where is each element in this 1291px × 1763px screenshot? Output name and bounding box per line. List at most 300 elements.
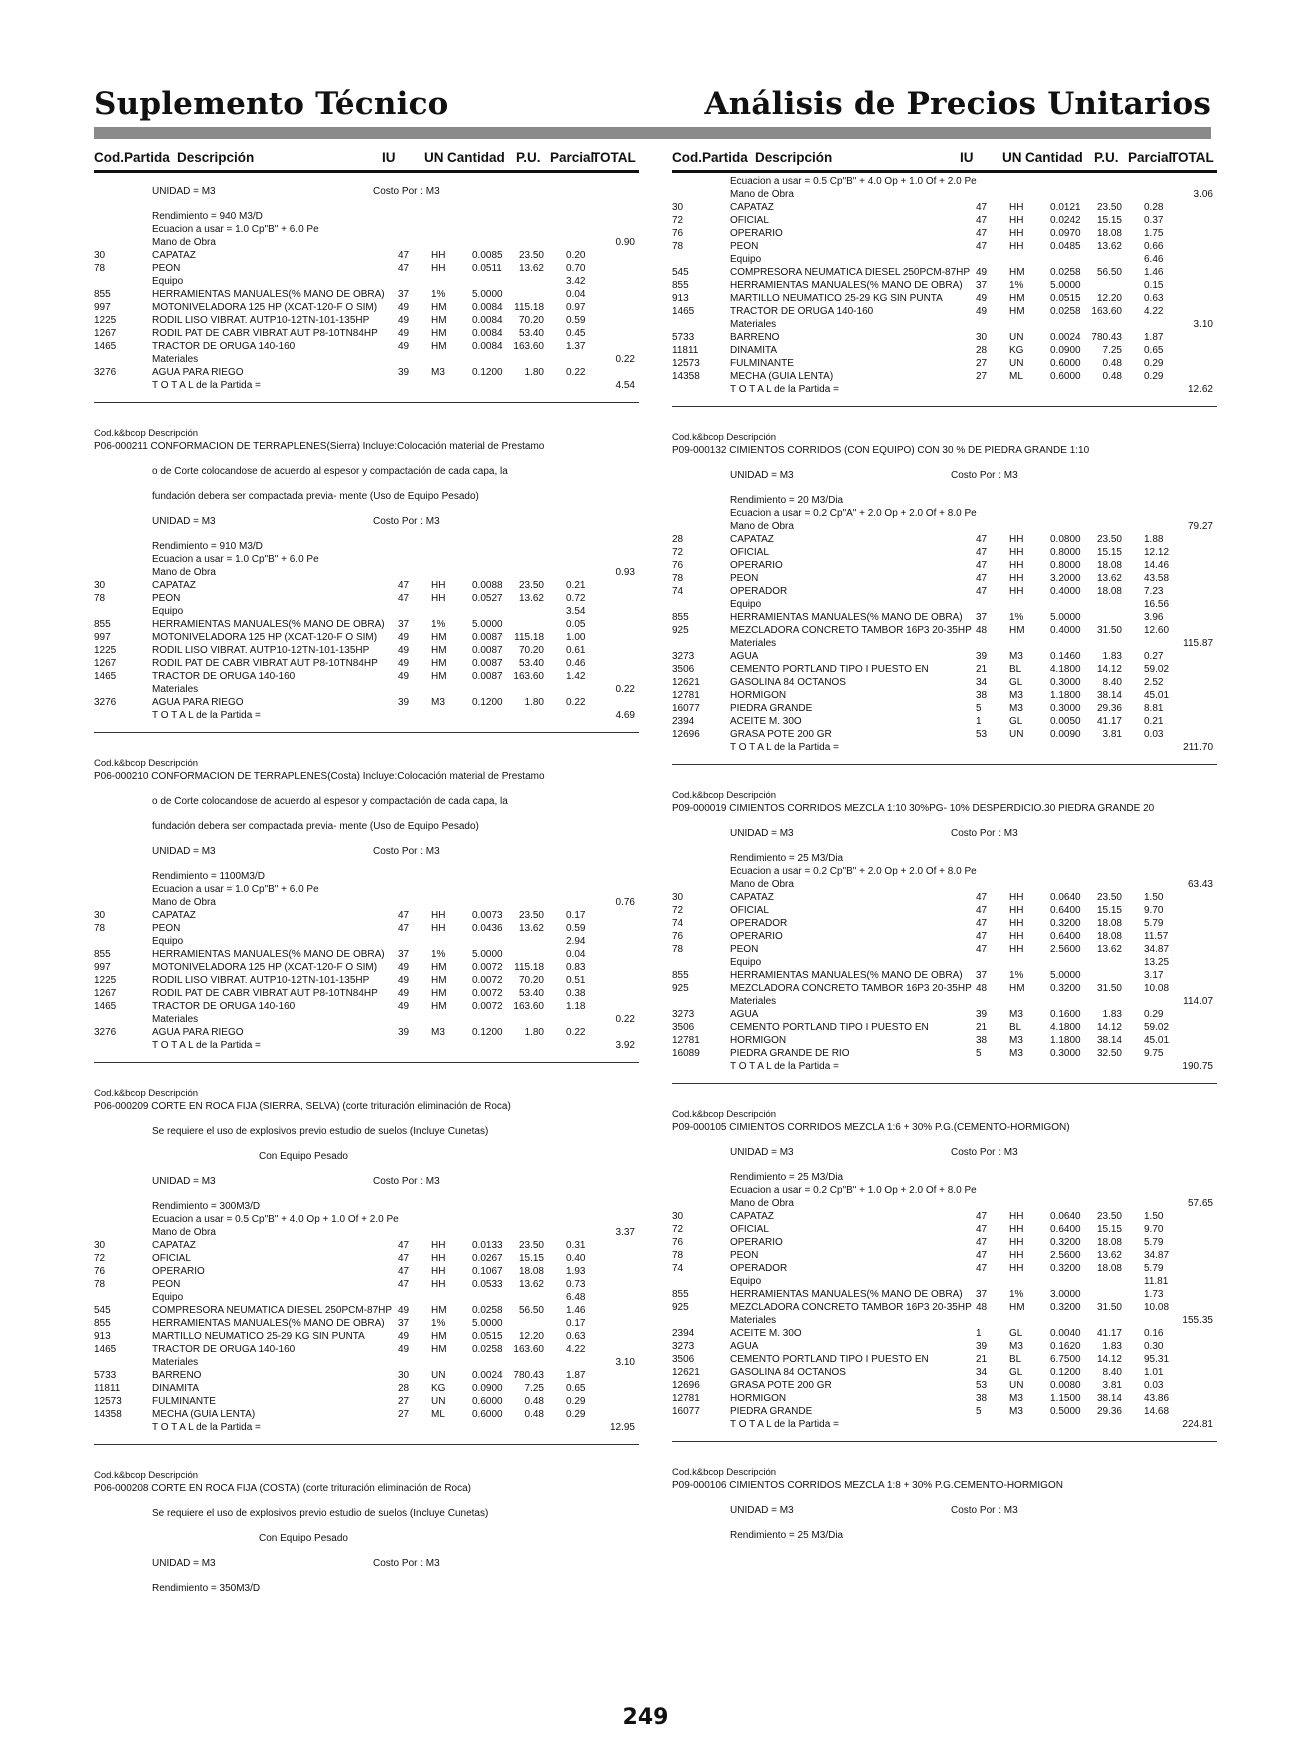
item-unit: HH [431,250,446,261]
ecuacion-text: Ecuacion a usar = 0.5 Cp"B" + 4.0 Op + 1.0 Of + 2.0 Pe [152,1214,399,1225]
block-note: fundación debera ser compactada previa- mente (Uso de Equipo Pesado) [152,821,479,832]
block-header-labels: Cod.k&bcop Descripción [672,790,777,801]
item-description: BARRENO [730,332,780,343]
item-iu: 47 [976,241,988,252]
item-unit-price: 0.48 [524,1409,544,1420]
item-description: TRACTOR DE ORUGA 140-160 [152,1344,296,1355]
item-partial: 95.31 [1144,1354,1170,1365]
item-partial: 0.29 [1144,371,1164,382]
item-code: 78 [94,923,106,934]
item-quantity: 0.6000 [1050,371,1081,382]
col-iu-header: IU [960,150,974,165]
item-partial: 0.59 [566,315,586,326]
item-partial: 9.70 [1144,905,1164,916]
table-row [94,1278,639,1291]
item-partial: 3.17 [1144,970,1164,981]
item-quantity: 0.1200 [472,367,503,378]
table-row [672,1405,1217,1418]
table-row [94,961,639,974]
table-row [94,1039,639,1052]
table-row [672,995,1217,1008]
item-quantity: 0.1200 [1050,1367,1081,1378]
item-code: 545 [672,267,689,278]
item-quantity: 0.0121 [1050,202,1081,213]
item-quantity: 0.6400 [1050,931,1081,942]
item-description: Equipo [152,606,184,617]
item-unit-price: 13.62 [1096,241,1122,252]
costo-text: Costo Por : M3 [951,828,1018,839]
item-code: 3273 [672,1341,695,1352]
table-row [672,1418,1217,1431]
item-iu: 37 [976,280,988,291]
item-iu: 47 [976,892,988,903]
item-partial: 1.42 [566,671,586,682]
item-description: AGUA PARA RIEGO [152,367,244,378]
table-row [672,1314,1217,1327]
item-quantity: 0.0090 [1050,729,1081,740]
unidad-text: UNIDAD = M3 [730,828,794,839]
block-header-labels: Cod.k&bcop Descripción [94,758,199,769]
item-quantity: 1.1500 [1050,1393,1081,1404]
item-unit-price: 15.15 [1096,547,1122,558]
item-total: 155.35 [1182,1315,1213,1326]
item-description: DINAMITA [730,345,778,356]
item-quantity: 0.0511 [472,263,502,274]
table-row [672,1340,1217,1353]
item-quantity: 0.0087 [472,645,503,656]
item-unit: HH [1009,1211,1024,1222]
item-code: 12781 [672,1035,700,1046]
block-header-labels: Cod.k&bcop Descripción [94,428,199,439]
item-iu: 5 [976,1406,982,1417]
item-code: 3276 [94,367,117,378]
item-code: 78 [94,593,106,604]
block-title: P09-000106 CIMIENTOS CORRIDOS MEZCLA 1:8 + 30% P.G.CEMENTO-HORMIGON [672,1480,1063,1491]
item-iu: 39 [398,367,410,378]
item-unit-price: 23.50 [518,910,544,921]
item-iu: 47 [976,202,988,213]
item-partial: 0.04 [566,289,586,300]
item-unit-price: 15.15 [1096,215,1122,226]
item-code: 5733 [672,332,695,343]
item-unit-price: 1.80 [524,1027,544,1038]
item-unit-price: 15.15 [1096,905,1122,916]
item-unit-price: 18.08 [1096,560,1122,571]
rendimiento-text: Rendimiento = 25 M3/Dia [730,853,844,864]
table-row [94,644,639,657]
item-iu: 5 [976,703,982,714]
block-note: Se requiere el uso de explosivos previo estudio de suelos (Incluye Cunetas) [152,1126,489,1137]
table-row [94,314,639,327]
item-iu: 39 [976,1009,988,1020]
item-partial: 14.46 [1144,560,1170,571]
item-code: 76 [672,560,684,571]
item-code: 76 [94,1266,106,1277]
block-title: P09-000019 CIMIENTOS CORRIDOS MEZCLA 1:10 30%PG- 10% DESPERDICIO.30 PIEDRA GRANDE 20 [672,803,1155,814]
table-row [672,585,1217,598]
item-iu: 47 [976,1250,988,1261]
item-unit: HH [431,1266,446,1277]
table-row [672,728,1217,741]
costo-text: Costo Por : M3 [373,186,440,197]
table-row [672,344,1217,357]
table-row [672,266,1217,279]
block-note: Con Equipo Pesado [259,1533,348,1544]
item-iu: 37 [398,1318,410,1329]
table-row [94,566,639,579]
apu-block [672,175,1217,407]
item-unit: GL [1009,1367,1023,1378]
item-unit: UN [1009,358,1024,369]
unidad-text: UNIDAD = M3 [152,516,216,527]
item-code: 78 [94,1279,106,1290]
col-pu-header: P.U. [1094,150,1119,165]
item-partial: 3.54 [566,606,586,617]
item-description: CAPATAZ [152,250,196,261]
table-row [672,650,1217,663]
item-total: 114.07 [1183,996,1213,1007]
item-code: 1225 [94,315,117,326]
item-quantity: 0.0072 [472,975,503,986]
item-iu: 21 [976,1354,988,1365]
item-iu: 47 [976,547,988,558]
table-row [94,249,639,262]
item-unit-price: 13.62 [518,263,544,274]
item-description: MECHA (GUIA LENTA) [730,371,834,382]
table-row [94,1369,639,1382]
item-partial: 59.02 [1144,1022,1170,1033]
item-description: Mano de Obra [152,237,216,248]
item-quantity: 0.1460 [1050,651,1081,662]
item-description: RODIL LISO VIBRAT. AUTP10-12TN-101-135HP [152,645,370,656]
table-row [672,702,1217,715]
item-unit: HM [431,658,447,669]
item-code: 1465 [94,671,117,682]
item-iu: 47 [976,1263,988,1274]
block-title: P06-000211 CONFORMACION DE TERRAPLENES(Sierra) Incluye:Colocación material de Prestamo [94,441,545,452]
item-partial: 3.96 [1144,612,1164,623]
item-partial: 8.81 [1144,703,1164,714]
table-row [94,1252,639,1265]
table-row [672,1249,1217,1262]
table-row [672,676,1217,689]
item-partial: 1.01 [1144,1367,1164,1378]
item-unit-price: 7.25 [524,1383,544,1394]
item-description: MEZCLADORA CONCRETO TAMBOR 16P3 20-35HP [730,1302,972,1313]
item-unit-price: 70.20 [518,645,544,656]
item-description: Materiales [730,319,777,330]
item-partial: 34.87 [1144,1250,1170,1261]
item-quantity: 0.3000 [1050,1048,1081,1059]
item-iu: 5 [976,1048,982,1059]
item-partial: 0.03 [1144,1380,1164,1391]
item-partial: 0.65 [1144,345,1164,356]
item-iu: 47 [976,1237,988,1248]
item-description: Materiales [152,1014,199,1025]
item-unit: M3 [1009,1341,1023,1352]
item-quantity: 0.6000 [472,1396,503,1407]
item-unit-price: 13.62 [518,923,544,934]
item-unit-price: 7.25 [1102,345,1122,356]
item-quantity: 0.0040 [1050,1328,1081,1339]
item-description: T O T A L de la Partida = [730,742,839,753]
item-code: 12621 [672,677,700,688]
item-code: 74 [672,586,684,597]
item-description: MOTONIVELADORA 125 HP (XCAT-120-F O SIM) [152,962,378,973]
table-row [94,1013,639,1026]
item-code: 855 [672,280,689,291]
item-quantity: 0.0084 [472,341,503,352]
table-row [94,935,639,948]
item-unit-price: 14.12 [1096,1354,1122,1365]
item-unit: UN [1009,729,1024,740]
item-total: 4.54 [615,380,635,391]
item-partial: 0.15 [1144,280,1164,291]
column-header-right [672,146,1217,173]
item-iu: 38 [976,1393,988,1404]
item-quantity: 0.6400 [1050,905,1081,916]
item-partial: 2.94 [566,936,586,947]
item-code: 16089 [672,1048,700,1059]
item-quantity: 3.2000 [1050,573,1081,584]
col-parcial-header: Parcial [1128,150,1173,165]
item-total: 79.27 [1187,521,1213,532]
item-description: MEZCLADORA CONCRETO TAMBOR 16P3 20-35HP [730,983,972,994]
table-row [672,1034,1217,1047]
item-quantity: 0.0084 [472,302,503,313]
item-iu: 49 [398,988,410,999]
item-iu: 53 [976,729,988,740]
item-unit: M3 [431,367,445,378]
item-unit-price: 23.50 [518,580,544,591]
item-description: T O T A L de la Partida = [152,380,261,391]
item-total: 12.62 [1187,384,1213,395]
table-row [94,922,639,935]
item-description: FULMINANTE [152,1396,216,1407]
item-unit-price: 38.14 [1096,1035,1122,1046]
item-partial: 10.08 [1144,1302,1170,1313]
apu-block [672,1466,1217,1542]
item-partial: 0.63 [566,1331,586,1342]
item-total: 211.70 [1183,742,1213,753]
table-row [94,1239,639,1252]
table-row [94,236,639,249]
table-row [672,1060,1217,1073]
table-row [672,930,1217,943]
item-iu: 27 [976,358,988,369]
item-description: COMPRESORA NEUMATICA DIESEL 250PCM-87HP [730,267,971,278]
item-code: 78 [94,263,106,274]
item-description: Equipo [730,254,762,265]
item-iu: 1 [976,716,982,727]
item-description: HERRAMIENTAS MANUALES(% MANO DE OBRA) [152,1318,385,1329]
item-quantity: 5.0000 [472,1318,503,1329]
item-code: 76 [672,931,684,942]
item-description: GRASA POTE 200 GR [730,1380,832,1391]
item-quantity: 2.5600 [1050,1250,1081,1261]
item-partial: 1.46 [1144,267,1164,278]
item-unit: HM [431,302,447,313]
item-unit: HH [1009,547,1024,558]
item-code: 3506 [672,1354,695,1365]
item-unit: HM [1009,625,1025,636]
block-note: o de Corte colocandose de acuerdo al espesor y compactación de cada capa, la [152,796,508,807]
item-iu: 21 [976,664,988,675]
item-unit: 1% [431,289,446,300]
item-total: 63.43 [1187,879,1213,890]
item-quantity: 0.0258 [472,1344,503,1355]
item-quantity: 0.0267 [472,1253,503,1264]
item-description: MEZCLADORA CONCRETO TAMBOR 16P3 20-35HP [730,625,972,636]
item-unit: HM [431,1305,447,1316]
col-un-header: UN [1002,150,1022,165]
item-iu: 49 [398,341,410,352]
table-row [672,1275,1217,1288]
item-code: 5733 [94,1370,117,1381]
item-total: 0.90 [615,237,635,248]
item-unit: M3 [1009,651,1023,662]
item-partial: 0.97 [566,302,586,313]
item-description: HORMIGON [730,1393,787,1404]
item-quantity: 0.0900 [1050,345,1081,356]
item-unit-price: 18.08 [1096,228,1122,239]
item-quantity: 5.0000 [472,289,503,300]
item-description: T O T A L de la Partida = [152,1422,261,1433]
block-note: Se requiere el uso de explosivos previo estudio de suelos (Incluye Cunetas) [152,1508,489,1519]
table-row [94,618,639,631]
item-description: FULMINANTE [730,358,794,369]
item-unit-price: 38.14 [1096,1393,1122,1404]
block-header-labels: Cod.k&bcop Descripción [94,1088,199,1099]
item-description: PIEDRA GRANDE [730,1406,813,1417]
item-unit-price: 163.60 [513,1344,544,1355]
table-row [672,982,1217,995]
item-partial: 14.68 [1144,1406,1170,1417]
item-unit: BL [1009,664,1022,675]
item-code: 913 [672,293,689,304]
item-code: 12573 [672,358,700,369]
item-quantity: 0.0258 [1050,306,1081,317]
item-description: AGUA [730,651,759,662]
item-unit-price: 23.50 [1096,1211,1122,1222]
item-partial: 0.37 [1144,215,1164,226]
item-unit: HH [1009,586,1024,597]
table-row [672,904,1217,917]
item-unit: HH [431,263,446,274]
item-quantity: 0.0087 [472,658,503,669]
item-partial: 1.73 [1144,1289,1164,1300]
item-quantity: 6.7500 [1050,1354,1081,1365]
item-unit: M3 [1009,1406,1023,1417]
item-iu: 27 [398,1396,410,1407]
costo-text: Costo Por : M3 [951,1147,1018,1158]
item-code: 76 [672,1237,684,1248]
item-partial: 0.21 [1144,716,1164,727]
ecuacion-text: Ecuacion a usar = 1.0 Cp"B" + 6.0 Pe [152,884,319,895]
item-iu: 27 [398,1409,410,1420]
item-description: Materiales [730,1315,777,1326]
item-description: PEON [730,573,759,584]
item-quantity: 0.0527 [472,593,503,604]
item-iu: 49 [398,1305,410,1316]
item-total: 224.81 [1182,1419,1213,1430]
item-description: PEON [152,593,181,604]
item-iu: 28 [398,1383,410,1394]
item-description: Mano de Obra [730,189,794,200]
item-unit: HM [431,671,447,682]
item-description: HERRAMIENTAS MANUALES(% MANO DE OBRA) [730,280,963,291]
item-description: HERRAMIENTAS MANUALES(% MANO DE OBRA) [730,970,963,981]
item-quantity: 0.0088 [472,580,503,591]
item-total: 3.92 [615,1040,635,1051]
item-code: 855 [672,612,689,623]
item-unit-price: 8.40 [1102,1367,1122,1378]
table-row [672,546,1217,559]
item-unit: HH [431,580,446,591]
item-code: 1267 [94,328,117,339]
table-row [672,240,1217,253]
item-quantity: 0.3200 [1050,1263,1081,1274]
item-partial: 1.93 [566,1266,586,1277]
item-partial: 0.70 [566,263,586,274]
table-row [672,520,1217,533]
item-partial: 10.08 [1144,983,1170,994]
item-quantity: 0.6000 [1050,358,1081,369]
table-row [94,974,639,987]
item-quantity: 0.3000 [1050,703,1081,714]
item-iu: 37 [398,949,410,960]
item-iu: 47 [398,580,410,591]
ecuacion-text: Ecuacion a usar = 1.0 Cp"B" + 6.0 Pe [152,554,319,565]
item-code: 78 [672,573,684,584]
item-unit: HM [431,975,447,986]
item-quantity: 0.0050 [1050,716,1081,727]
item-description: T O T A L de la Partida = [152,710,261,721]
item-iu: 37 [976,612,988,623]
item-description: CEMENTO PORTLAND TIPO I PUESTO EN [730,664,929,675]
item-description: GRASA POTE 200 GR [730,729,832,740]
table-row [672,292,1217,305]
item-description: AGUA PARA RIEGO [152,1027,244,1038]
table-row [672,917,1217,930]
item-iu: 37 [976,1289,988,1300]
item-unit: 1% [431,1318,446,1329]
item-partial: 1.75 [1144,228,1164,239]
item-code: 3506 [672,1022,695,1033]
table-row [672,1047,1217,1060]
table-row [672,1008,1217,1021]
block-header-labels: Cod.k&bcop Descripción [672,1467,777,1478]
item-iu: 38 [976,1035,988,1046]
item-code: 3273 [672,651,695,662]
item-total: 0.76 [615,897,635,908]
item-iu: 48 [976,983,988,994]
item-unit-price: 32.50 [1096,1048,1122,1059]
item-quantity: 5.0000 [1050,612,1081,623]
item-unit: HM [1009,306,1025,317]
item-code: 76 [672,228,684,239]
item-partial: 0.65 [566,1383,586,1394]
item-quantity: 0.3200 [1050,1302,1081,1313]
item-code: 2394 [672,716,695,727]
item-partial: 11.57 [1144,931,1169,942]
block-divider [94,1062,639,1063]
item-partial: 0.40 [566,1253,586,1264]
item-unit: GL [1009,1328,1023,1339]
item-code: 855 [672,1289,689,1300]
item-iu: 37 [398,289,410,300]
item-description: OPERARIO [730,228,783,239]
